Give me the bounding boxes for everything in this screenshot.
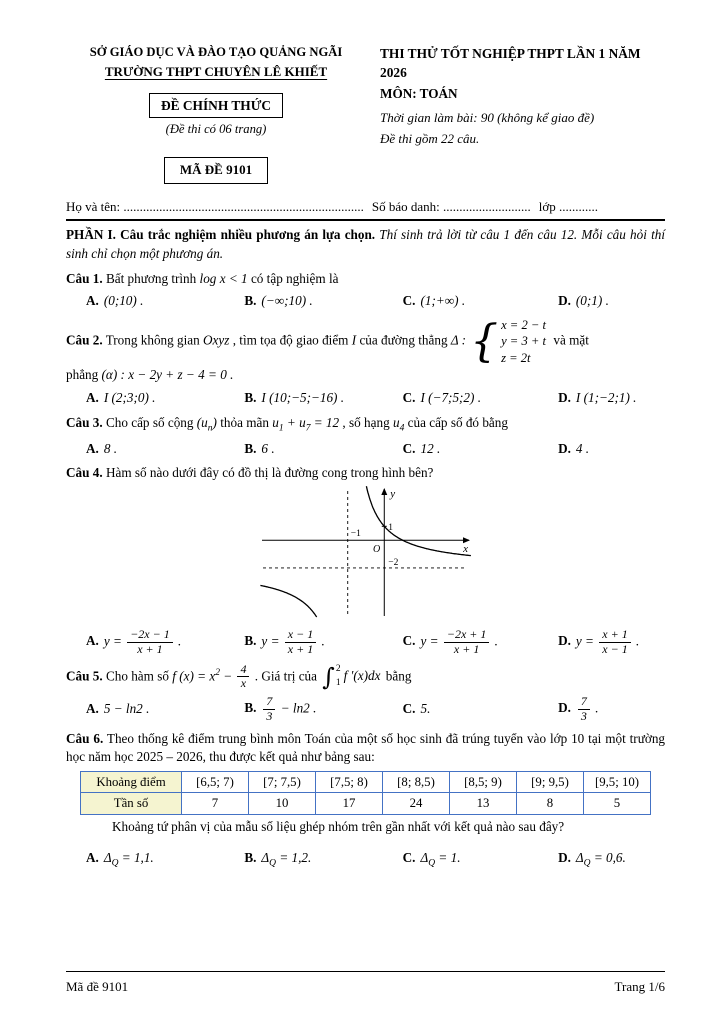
- math-text: = 1,2.: [276, 850, 312, 866]
- question-6-subquestion: [66, 818, 665, 837]
- question-3-text: [66, 414, 665, 436]
- option-letter: D.: [558, 389, 571, 405]
- fraction-denominator: x − 1: [602, 641, 628, 656]
- footer-divider: [66, 971, 665, 972]
- math-text: I (2;3;0) .: [103, 389, 156, 405]
- answer-option: [558, 695, 665, 724]
- math-text: Δ: [575, 850, 584, 866]
- table-row: [81, 772, 651, 793]
- option-letter: B.: [244, 633, 257, 649]
- fraction: [263, 695, 275, 724]
- answer-option: [403, 292, 556, 311]
- question-2-text: [66, 317, 665, 385]
- value-cell: 10: [249, 793, 316, 814]
- frequency-table: [80, 771, 651, 814]
- value-cell: [9,5; 10): [584, 772, 651, 793]
- option-letter: C.: [402, 440, 416, 456]
- exam-subject: MÔN: TOÁN: [380, 86, 458, 102]
- question-label: Câu 4.: [66, 465, 103, 481]
- question-label: Câu 3.: [66, 414, 103, 430]
- question-4: [66, 464, 665, 656]
- answer-option: [558, 849, 665, 871]
- math-subscript: 7: [305, 423, 311, 434]
- math-text: y =: [261, 633, 283, 649]
- school-name: TRƯỜNG THPT CHUYÊN LÊ KHIẾT: [104, 63, 328, 79]
- math-text: 6 .: [261, 440, 275, 456]
- value-cell: 5: [584, 793, 651, 814]
- fraction-numerator: x − 1: [285, 628, 316, 643]
- question-label: Câu 2.: [66, 332, 103, 348]
- option-letter: C.: [402, 701, 416, 717]
- math-text: = 12: [310, 414, 340, 430]
- fraction-denominator: x + 1: [453, 641, 480, 656]
- fraction-numerator: 4: [237, 663, 249, 678]
- value-cell: 7: [182, 793, 249, 814]
- option-letter: A.: [86, 440, 99, 456]
- fraction: [237, 663, 249, 692]
- math-text: Δ :: [450, 332, 467, 348]
- math-text: I: [351, 332, 357, 348]
- fraction-denominator: x: [240, 676, 247, 691]
- math-text: 5 − ln2 .: [103, 701, 150, 717]
- system-line: x = 2 − t: [501, 318, 547, 333]
- fraction-denominator: 3: [580, 708, 587, 723]
- answer-option: [86, 700, 242, 719]
- question-4-figure: [66, 486, 665, 624]
- math-text: y =: [575, 633, 598, 649]
- fraction: [578, 695, 590, 724]
- question-5-options: [66, 695, 665, 724]
- svg-text:1: 1: [387, 523, 393, 534]
- fraction: [444, 628, 490, 657]
- math-text: u: [272, 414, 279, 430]
- answer-option: [244, 389, 400, 408]
- issuer-block: [66, 44, 366, 184]
- math-text: y =: [420, 633, 442, 649]
- math-text: .: [491, 633, 498, 649]
- math-subscript: n: [207, 423, 213, 434]
- math-text: I (1;−2;1) .: [575, 389, 637, 405]
- option-letter: C.: [402, 633, 416, 649]
- body-text: Bất phương trình: [102, 270, 200, 286]
- math-text: 8 .: [103, 440, 118, 456]
- body-text: Hàm số nào dưới đây có đồ thị là đường cong trong hình bên?: [102, 465, 434, 481]
- math-text: = 1,1.: [118, 850, 154, 866]
- fraction-denominator: 3: [266, 708, 273, 723]
- brace-icon: {: [470, 315, 499, 367]
- page-footer: [66, 971, 665, 996]
- value-cell: [7,5; 8): [316, 772, 383, 793]
- option-letter: A.: [86, 389, 99, 405]
- math-subscript: Q: [583, 859, 591, 870]
- pages-note: (Đề thi có 06 trang): [165, 122, 267, 137]
- math-text: (0;1) .: [575, 293, 609, 309]
- part1-heading-bold: PHẦN I. Câu trắc nghiệm nhiều phương án lựa chọn.: [66, 227, 380, 243]
- equation-system: [470, 317, 546, 366]
- integral: [322, 663, 380, 691]
- value-cell: [9; 9,5): [517, 772, 584, 793]
- math-text: Δ: [261, 850, 270, 866]
- fraction: [127, 628, 173, 657]
- math-text: 12 .: [420, 440, 441, 456]
- integral-limits: [336, 663, 341, 691]
- math-text: f (x) = x: [172, 667, 216, 683]
- math-subscript: Q: [269, 859, 277, 870]
- system-line: z = 2t: [501, 350, 531, 365]
- fraction-numerator: 7: [263, 695, 275, 710]
- student-id-field: Số báo danh: ...........................: [371, 198, 531, 214]
- math-text: (1;+∞) .: [420, 293, 466, 309]
- answer-option: [403, 440, 556, 459]
- value-cell: [8,5; 9): [450, 772, 517, 793]
- option-letter: A.: [86, 633, 99, 649]
- answer-option: [403, 628, 556, 657]
- question-3: [66, 414, 665, 459]
- part1-heading-italic: Thí sinh trả lời từ câu 1 đến câu 12. Mỗi câu hỏi thí sinh chỉ chọn một phương án.: [66, 227, 665, 261]
- answer-option: [244, 695, 400, 724]
- question-2: [66, 317, 665, 408]
- body-text: của đường thẳng: [356, 332, 451, 348]
- option-letter: B.: [244, 293, 257, 309]
- system-lines: [501, 317, 546, 366]
- answer-option: [244, 440, 400, 459]
- system-line: y = 3 + t: [501, 334, 547, 349]
- answer-option: [558, 628, 665, 657]
- fraction-numerator: 7: [578, 695, 590, 710]
- body-text: thỏa mãn: [216, 414, 273, 430]
- question-label: Câu 1.: [66, 270, 103, 286]
- math-text: Δ: [103, 850, 112, 866]
- answer-option: [86, 849, 242, 871]
- body-text: phẳng: [66, 367, 102, 383]
- question-1-text: [66, 270, 665, 289]
- math-text: u: [392, 414, 400, 430]
- option-letter: D.: [558, 700, 571, 716]
- answer-option: [558, 389, 665, 408]
- answer-option: [244, 292, 400, 311]
- part1-heading: [66, 226, 665, 263]
- answer-option: [86, 292, 242, 311]
- option-letter: C.: [402, 850, 416, 866]
- option-letter: B.: [244, 389, 257, 405]
- fraction: [599, 628, 630, 657]
- math-text: Δ: [420, 850, 429, 866]
- math-text: y =: [103, 633, 126, 649]
- svg-text:y: y: [389, 488, 395, 501]
- question-6-text: [66, 730, 665, 767]
- svg-text:x: x: [462, 543, 468, 556]
- option-letter: D.: [558, 440, 571, 456]
- option-letter: B.: [244, 440, 257, 456]
- option-letter: B.: [244, 700, 257, 716]
- math-text: (−∞;10) .: [261, 293, 313, 309]
- value-cell: 13: [450, 793, 517, 814]
- body-text: và mặt: [550, 332, 589, 348]
- option-letter: A.: [86, 701, 99, 717]
- integral-icon: ∫: [322, 662, 335, 691]
- math-text: .: [632, 633, 640, 649]
- body-text: , số hạng: [339, 414, 393, 430]
- math-text: log x < 1: [199, 270, 248, 286]
- exam-duration: Thời gian làm bài: 90 (không kể giao đề): [380, 109, 595, 125]
- official-exam-box: ĐỀ CHÍNH THỨC: [149, 93, 283, 118]
- fraction-numerator: −2x − 1: [127, 628, 173, 643]
- answer-option: [86, 389, 242, 408]
- graph-svg: [260, 486, 472, 618]
- exam-info-block: [366, 44, 665, 184]
- question-5-text: [66, 663, 665, 692]
- fraction-denominator: x + 1: [137, 641, 163, 656]
- math-text: −: [219, 667, 236, 683]
- footer-page-number: Trang 1/6: [614, 978, 665, 994]
- question-label: Câu 5.: [66, 667, 103, 683]
- integral-upper-limit: 2: [335, 663, 341, 674]
- student-name-field: Họ và tên: ..........................................................................: [66, 198, 364, 214]
- math-text: I (−7;5;2) .: [420, 389, 482, 405]
- exam-header: [66, 44, 665, 184]
- math-text: Oxyz: [203, 332, 230, 348]
- student-class-field: lớp ............: [538, 198, 599, 214]
- question-4-text: [66, 464, 665, 483]
- option-letter: D.: [558, 850, 571, 866]
- integral-lower-limit: 1: [335, 678, 341, 689]
- question-1: [66, 270, 665, 311]
- body-text: Cho hàm số: [102, 667, 173, 683]
- body-text: Theo thống kê điểm trung bình môn Toán của một số học sinh đã trúng tuyển vào lớp 10 tại một trường học năm học 2025 – 2026, thu được kết quả như bảng sau:: [66, 730, 666, 765]
- row-label-cell: Tần số: [81, 793, 182, 814]
- math-text: (0;10) .: [103, 293, 144, 309]
- question-label: Câu 6.: [66, 730, 104, 746]
- question-4-options: [66, 628, 665, 657]
- answer-option: [403, 389, 556, 408]
- math-text: 4 .: [575, 440, 590, 456]
- student-info-line: [66, 198, 665, 216]
- answer-option: [558, 292, 665, 311]
- department-name: SỞ GIÁO DỤC VÀ ĐÀO TẠO QUẢNG NGÃI: [89, 45, 343, 59]
- math-text: = 0,6.: [590, 850, 626, 866]
- math-text: .: [591, 700, 599, 716]
- answer-option: [403, 700, 556, 719]
- body-text: Cho cấp số cộng: [102, 414, 197, 430]
- body-text: của cấp số đó bằng: [404, 414, 508, 430]
- math-subscript: Q: [111, 859, 119, 870]
- question-5: [66, 663, 665, 724]
- integral-body: f ′(x)dx: [343, 668, 381, 684]
- body-text: Khoảng tứ phân vị của mẫu số liệu ghép nhóm trên gần nhất với kết quả nào sau đây?: [112, 818, 565, 834]
- question-3-options: [66, 440, 665, 459]
- math-text: (u: [196, 414, 208, 430]
- option-letter: A.: [86, 850, 99, 866]
- value-cell: 17: [316, 793, 383, 814]
- exam-code-box: MÃ ĐỀ 9101: [164, 157, 268, 183]
- option-letter: B.: [244, 850, 257, 866]
- math-text: .: [318, 633, 325, 649]
- table-row: [81, 793, 651, 814]
- option-letter: C.: [402, 293, 416, 309]
- answer-option: [86, 440, 242, 459]
- exam-question-count: Đề thi gồm 22 câu.: [380, 131, 480, 147]
- option-letter: C.: [402, 389, 416, 405]
- svg-text:O: O: [372, 544, 380, 556]
- svg-text:−2: −2: [387, 558, 398, 569]
- header-divider: [66, 219, 665, 221]
- fraction-denominator: x + 1: [287, 641, 314, 656]
- function-graph: [260, 486, 472, 624]
- math-text: .: [174, 633, 182, 649]
- math-text: ): [212, 414, 217, 430]
- math-text: + u: [283, 414, 306, 430]
- body-text: . Giá trị của: [251, 667, 321, 683]
- option-letter: D.: [558, 293, 571, 309]
- option-letter: D.: [558, 633, 571, 649]
- fraction-numerator: x + 1: [599, 628, 630, 643]
- body-text: có tập nghiệm là: [247, 270, 339, 286]
- svg-text:−1: −1: [350, 529, 361, 540]
- answer-option: [403, 849, 556, 871]
- value-cell: [6,5; 7): [182, 772, 249, 793]
- math-text: − ln2 .: [277, 700, 317, 716]
- math-exponent: 2: [215, 667, 220, 678]
- question-6: [66, 730, 665, 872]
- value-cell: 8: [517, 793, 584, 814]
- answer-option: [244, 849, 400, 871]
- body-text: , tìm tọa độ giao điểm: [229, 332, 352, 348]
- math-subscript: Q: [428, 859, 436, 870]
- question-2-options: [66, 389, 665, 408]
- question-6-options: [66, 849, 665, 871]
- question-1-options: [66, 292, 665, 311]
- answer-option: [558, 440, 665, 459]
- math-text: (α) : x − 2y + z − 4 = 0 .: [101, 367, 234, 383]
- body-text: bằng: [382, 667, 412, 683]
- value-cell: [8; 8,5): [383, 772, 450, 793]
- row-label-cell: Khoảng điểm: [81, 772, 182, 793]
- answer-option: [244, 628, 400, 657]
- value-cell: [7; 7,5): [249, 772, 316, 793]
- math-text: 5.: [420, 701, 431, 717]
- footer-exam-code: Mã đề 9101: [66, 978, 129, 994]
- fraction: [285, 628, 316, 657]
- fraction-numerator: −2x + 1: [444, 628, 490, 643]
- exam-title: THI THỬ TỐT NGHIỆP THPT LẦN 1 NĂM 2026: [380, 46, 641, 81]
- body-text: Trong không gian: [102, 332, 204, 348]
- math-subscript: 4: [399, 423, 405, 434]
- answer-option: [86, 628, 242, 657]
- math-text: I (10;−5;−16) .: [261, 389, 345, 405]
- option-letter: A.: [86, 293, 99, 309]
- value-cell: 24: [383, 793, 450, 814]
- math-subscript: 1: [278, 423, 284, 434]
- math-text: = 1.: [435, 850, 461, 866]
